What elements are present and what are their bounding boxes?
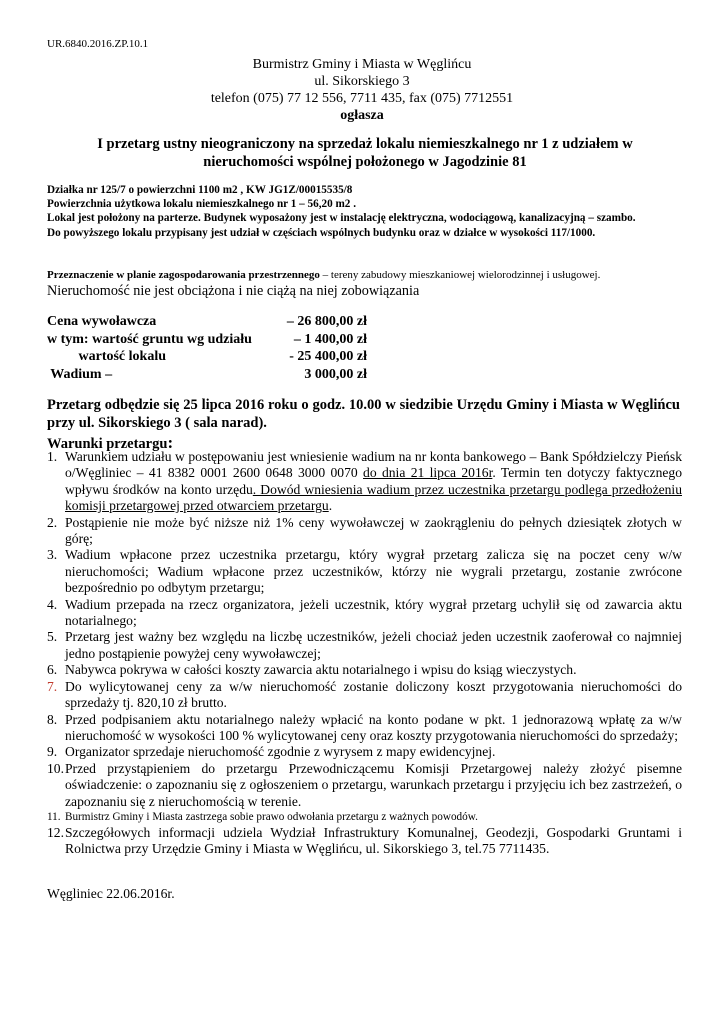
condition-number: 2. <box>47 514 58 530</box>
condition-item <box>47 679 682 712</box>
condition-item <box>47 744 682 760</box>
zoning-purpose <box>47 268 687 282</box>
land-value-row <box>47 331 367 349</box>
deposit-proof-note: . Dowód wniesienia wadium przez uczestnika przetargu podlega przedłożeniu komisji przetargowej przed otwarciem przetargu <box>65 481 683 514</box>
condition-number: 5. <box>47 629 58 645</box>
condition-text: Wadium wpłacone przez uczestnika przetargu, który wygrał przetarg zalicza się na poczet ceny w/w nieruchomości; Wadium wpłacone przez uczestników, którzy nie wygrali przetargu, zostanie zwrócone bezpośrednio po odbytym przetargu; <box>65 547 682 596</box>
condition-item <box>47 449 682 515</box>
deposit-label: Wadium – <box>47 366 113 382</box>
condition-text: . Termin ten dotyczy faktycznego wpływu środków na konto urzędu <box>65 465 682 497</box>
deposit-deadline: do dnia 21 lipca 2016r <box>363 465 493 481</box>
conditions-list <box>47 449 682 858</box>
condition-text: Przed podpisaniem aktu notarialnego należy wpłacić na konto podane w pkt. 1 jednorazową wpłatę za w/w nieruchomość w wysokości 100 % wylicytowanej ceny oraz koszty przygotowania nieruchomości do sprzedaży; <box>65 711 682 743</box>
condition-item <box>47 547 682 596</box>
condition-text: Szczegółowych informacji udziela Wydział Infrastruktury Komunalnej, Geodezji, Gospodarki Gruntami i Rolnictwa przy Urzędzie Gminy i Miasta w Węglińcu, ul. Sikorskiego 3, tel.75 7711435. <box>65 824 682 857</box>
reference-number: UR.6840.2016.ZP.10.1 <box>47 38 149 50</box>
condition-number: 6. <box>47 662 58 678</box>
starting-price-label: Cena wywoławcza <box>47 314 157 329</box>
premises-value-row <box>47 348 367 366</box>
zoning-text: – tereny zabudowy mieszkaniowej wielorodzinnej i usługowej. <box>319 269 601 281</box>
condition-text: Warunkiem udziału w postępowaniu jest wniesienie wadium na nr konta bankowego – Bank Spółdzielczy Pieńsk o/Węgliniec – 41 8382 0001 2600 0648 3000 0070 <box>65 449 682 481</box>
condition-text: Nabywca pokrywa w całości koszty zawarcia aktu notarialnego i wpisu do ksiąg wieczystych. <box>65 662 577 678</box>
condition-item <box>47 662 682 678</box>
land-value-amount: – 1 400,00 zł <box>293 331 367 347</box>
condition-number: 11. <box>47 810 61 823</box>
condition-item <box>47 597 682 630</box>
condition-text: Przed przystąpieniem do przetargu Przewodniczącemu Komisji Przetargowej należy złożyć pisemne oświadczenie: o zapoznaniu się z ogłoszeniem o przetargu, warunkach przetargu i przyjęciu ich bez zastrzeżeń, o zapoznaniu się z nieruchomością w terenie. <box>65 760 682 809</box>
condition-number: 4. <box>47 596 58 612</box>
premises-value-amount: - 25 400,00 zł <box>289 349 367 364</box>
announces-label: ogłasza <box>340 108 384 123</box>
condition-number: 12. <box>47 824 64 840</box>
location-info: Lokal jest położony na parterze. Budynek wyposażony jest w instalację elektryczna, wodociągową, kanalizacyjną – szambo. <box>47 212 636 225</box>
issuer-name: Burmistrz Gminy i Miasta w Węglińcu <box>252 57 472 72</box>
starting-price-value: – 26 800,00 zł <box>286 314 367 329</box>
condition-item <box>47 825 682 858</box>
issuer-address: ul. Sikorskiego 3 <box>314 74 410 89</box>
conditions-heading-colon: : <box>167 433 174 452</box>
condition-text: Wadium przepada na rzecz organizatora, jeżeli uczestnik, który wygrał przetarg uchylił się od zawarcia aktu notarialnego; <box>65 596 682 629</box>
plot-info: Działka nr 125/7 o powierzchni 1100 m2 , KW JG1Z/00015535/8 <box>47 184 353 196</box>
condition-text: Postąpienie nie może być niższe niż 1% ceny wywoławczej w zaokrągleniu do pełnych dziesiątek złotych w górę; <box>65 514 682 547</box>
condition-item <box>47 629 682 662</box>
price-table <box>47 313 367 383</box>
condition-text: Przetarg jest ważny bez względu na liczbę uczestników, jeżeli chociaż jeden uczestnik zaoferował co najmniej jedno postąpienie powyżej ceny wywoławczej; <box>65 629 682 661</box>
condition-text: Do wylicytowanej ceny za w/w nieruchomość zostanie doliczony koszt przygotowania nieruchomości do sprzedaży tj. 820,10 zł brutto. <box>65 678 682 711</box>
starting-price-row <box>47 313 367 331</box>
deposit-row <box>47 366 367 384</box>
announcement-title: I przetarg ustny nieograniczony na sprzedaż lokalu niemieszkalnego nr 1 z udziałem w nieruchomości wspólnej położonego w Jagodzinie 81 <box>97 136 633 170</box>
land-value-label: w tym: wartość gruntu wg udziału <box>47 331 252 347</box>
zoning-label: Przeznaczenie w planie zagospodarowania przestrzennego <box>47 269 320 281</box>
condition-text: . <box>328 498 333 514</box>
condition-item <box>47 761 682 810</box>
condition-item <box>47 712 682 745</box>
auction-date-place: Przetarg odbędzie się 25 lipca 2016 roku o godz. 10.00 w siedzibie Urzędu Gminy i Miasta w Węglińcu przy ul. Sikorskiego 3 ( sala narad). <box>47 397 680 431</box>
place-date: Węgliniec 22.06.2016r. <box>47 886 175 901</box>
condition-number: 10. <box>47 760 64 776</box>
property-facts <box>47 183 683 240</box>
condition-text: Burmistrz Gminy i Miasta zastrzega sobie prawo odwołania przetargu z ważnych powodów. <box>65 810 478 823</box>
condition-number: 3. <box>47 547 58 563</box>
condition-number: 9. <box>47 744 58 760</box>
issuer-contact: telefon (075) 77 12 556, 7711 435, fax (075) 7712551 <box>210 91 514 106</box>
condition-number: 7. <box>47 678 58 694</box>
no-encumbrance-note: Nieruchomość nie jest obciążona i nie ciążą na niej zobowiązania <box>47 283 420 299</box>
area-info: Powierzchnia użytkowa lokalu niemieszkalnego nr 1 – 56,20 m2 . <box>47 198 356 211</box>
condition-item <box>47 515 682 548</box>
condition-text: Organizator sprzedaje nieruchomość zgodnie z wyrysem z mapy ewidencyjnej. <box>65 744 496 760</box>
condition-number: 8. <box>47 711 58 727</box>
condition-item <box>47 810 682 825</box>
premises-value-label: wartość lokalu <box>47 349 166 364</box>
condition-number: 1. <box>47 449 58 464</box>
share-info: Do powyższego lokalu przypisany jest udział w częściach wspólnych budynku oraz w działce w wysokości 117/1000. <box>47 226 596 239</box>
deposit-value: 3 000,00 zł <box>304 366 367 382</box>
conditions-heading-text: Warunki przetargu <box>47 436 168 452</box>
